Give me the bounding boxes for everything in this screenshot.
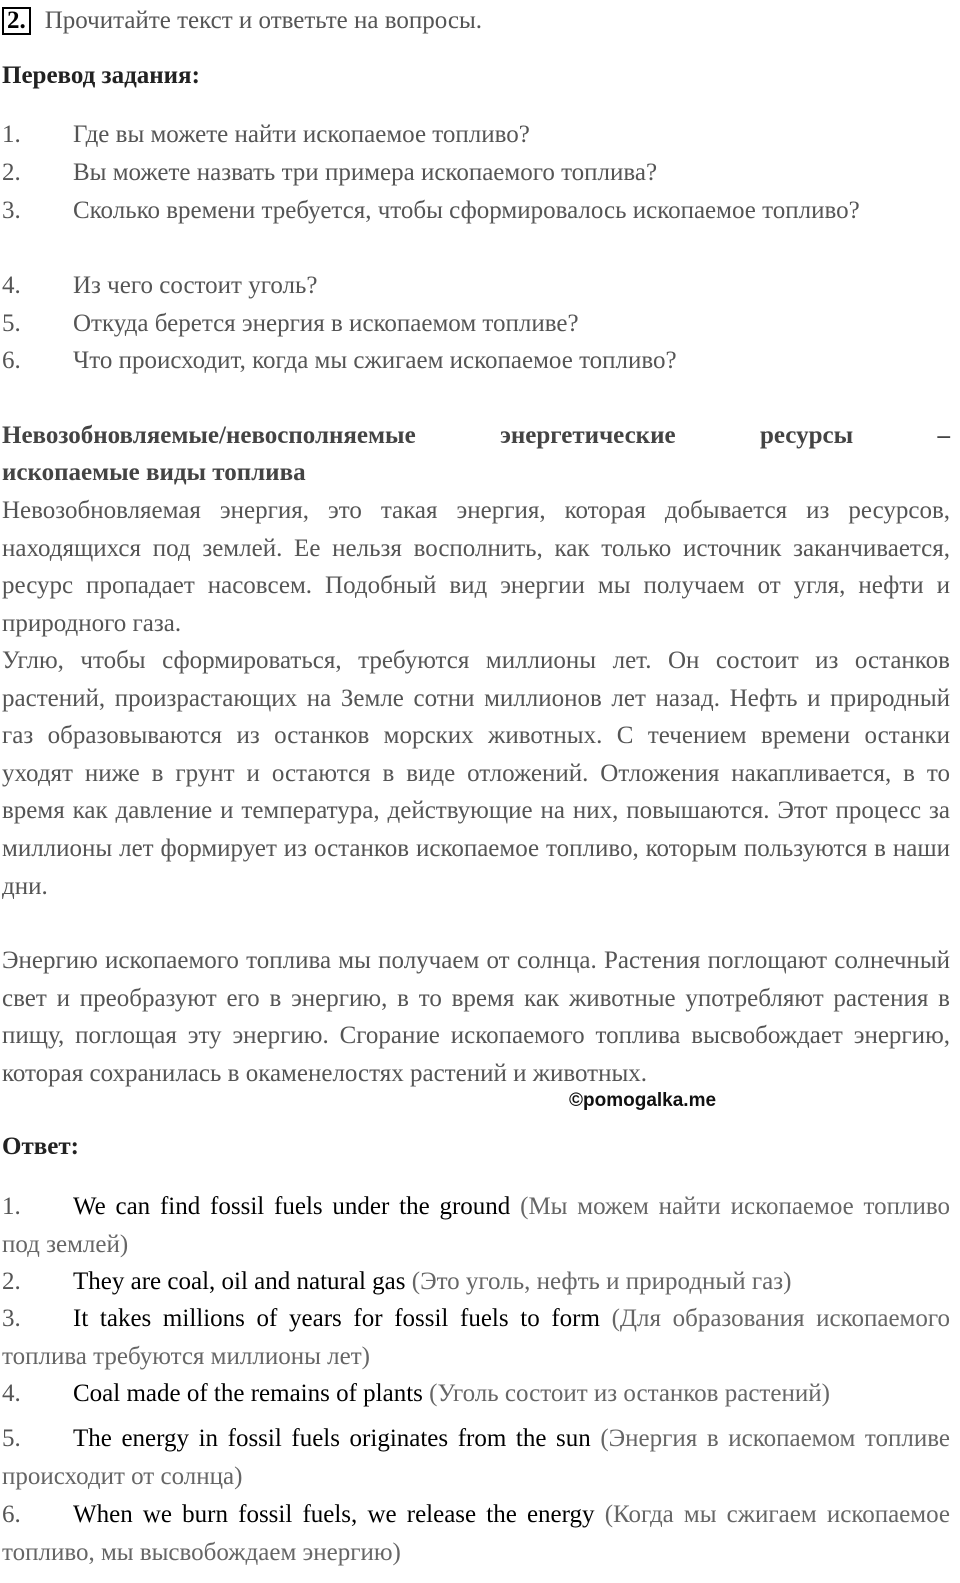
answer-number: 4. bbox=[2, 1380, 21, 1407]
answer-russian: (Уголь состоит из останков растений) bbox=[429, 1380, 830, 1407]
article-paragraph-1: Невозобновляемая энергия, это такая энергия, которая добывается из ресурсов, находящихся под землей. Ее нельзя восполнить, как только источник заканчивается, ресурс пропадает насовсем. Подобный вид энергии мы получаем от угля, нефти и природного газа. bbox=[2, 497, 950, 637]
question-item bbox=[2, 342, 950, 380]
answer-item bbox=[2, 1188, 950, 1263]
answer-russian: (Энергия в ископаемом топливе происходит от солнца) bbox=[2, 1425, 950, 1490]
question-number: 4. bbox=[2, 272, 21, 299]
answer-english: The energy in fossil fuels originates from the sun bbox=[73, 1425, 591, 1452]
question-text: Где вы можете найти ископаемое топливо? bbox=[73, 121, 530, 148]
question-text: Откуда берется энергия в ископаемом топливе? bbox=[73, 310, 579, 337]
question-item bbox=[2, 192, 950, 230]
question-text: Что происходит, когда мы сжигаем ископаемое топливо? bbox=[73, 347, 677, 374]
answer-english: It takes millions of years for fossil fuels to form bbox=[73, 1305, 600, 1332]
question-item bbox=[2, 154, 950, 192]
question-number: 5. bbox=[2, 310, 21, 337]
task-instruction: Прочитайте текст и ответьте на вопросы. bbox=[44, 7, 483, 34]
answer-russian: (Это уголь, нефть и природный газ) bbox=[411, 1268, 792, 1295]
answer-number: 3. bbox=[2, 1305, 21, 1332]
question-text: Вы можете назвать три примера ископаемого топлива? bbox=[73, 159, 658, 186]
question-number: 2. bbox=[2, 159, 21, 186]
answer-russian: (Когда мы сжигаем ископаемое топливо, мы высвобождаем энергию) bbox=[2, 1501, 950, 1566]
question-item bbox=[2, 267, 950, 305]
answer-item bbox=[2, 1375, 950, 1413]
question-number: 6. bbox=[2, 347, 21, 374]
translation-heading: Перевод задания: bbox=[2, 62, 200, 89]
article-paragraph-3: Энергию ископаемого топлива мы получаем от солнца. Растения поглощают солнечный свет и преобразуют его в энергию, в то время как животные употребляют растения в пищу, поглощая эту энергию. Сгорание ископаемого топлива высвобождает энергию, которая сохранилась в окаменелостях растений и животных. bbox=[2, 947, 950, 1087]
article-heading-line2: ископаемые виды топлива bbox=[2, 459, 306, 486]
answer-item bbox=[2, 1496, 950, 1571]
answer-number: 2. bbox=[2, 1268, 21, 1295]
question-item bbox=[2, 305, 950, 343]
answer-number: 1. bbox=[2, 1193, 21, 1220]
question-number: 1. bbox=[2, 121, 21, 148]
answer-number: 5. bbox=[2, 1425, 21, 1452]
answer-item bbox=[2, 1263, 950, 1301]
answer-russian: (Мы можем найти ископаемое топливо под землей) bbox=[2, 1193, 950, 1258]
answer-english: Coal made of the remains of plants bbox=[73, 1380, 423, 1407]
answer-russian: (Для образования ископаемого топлива требуются миллионы лет) bbox=[2, 1305, 951, 1370]
answer-english: They are coal, oil and natural gas bbox=[73, 1268, 406, 1295]
answer-english: When we burn fossil fuels, we release the energy bbox=[73, 1501, 595, 1528]
question-text: Из чего состоит уголь? bbox=[73, 272, 318, 299]
article-paragraph-2: Углю, чтобы сформироваться, требуются миллионы лет. Он состоит из останков растений, произрастающих на Земле сотни миллионов лет назад. Нефть и природный газ образовываются из останков морских животных. С течением времени останки уходят ниже в грунт и остаются в виде отложений. Отложения накапливается, в то время как давление и температура, действующие на них, повышаются. Этот процесс за миллионы лет формирует из останков ископаемое топливо, которым пользуются в наши дни. bbox=[2, 647, 950, 900]
answer-item bbox=[2, 1300, 950, 1375]
article-heading-line1: Невозобновляемые/невосполняемые энергетические ресурсы – bbox=[2, 422, 950, 449]
answer-heading: Ответ: bbox=[2, 1133, 79, 1160]
question-text: Сколько времени требуется, чтобы сформировалось ископаемое топливо? bbox=[73, 197, 860, 224]
answer-number: 6. bbox=[2, 1501, 21, 1528]
task-header bbox=[2, 6, 482, 36]
task-number: 2. bbox=[2, 7, 31, 35]
answer-item bbox=[2, 1420, 950, 1495]
question-item bbox=[2, 116, 950, 154]
watermark: ©pomogalka.me bbox=[569, 1090, 717, 1111]
question-number: 3. bbox=[2, 197, 21, 224]
answer-english: We can find fossil fuels under the ground bbox=[73, 1193, 511, 1220]
